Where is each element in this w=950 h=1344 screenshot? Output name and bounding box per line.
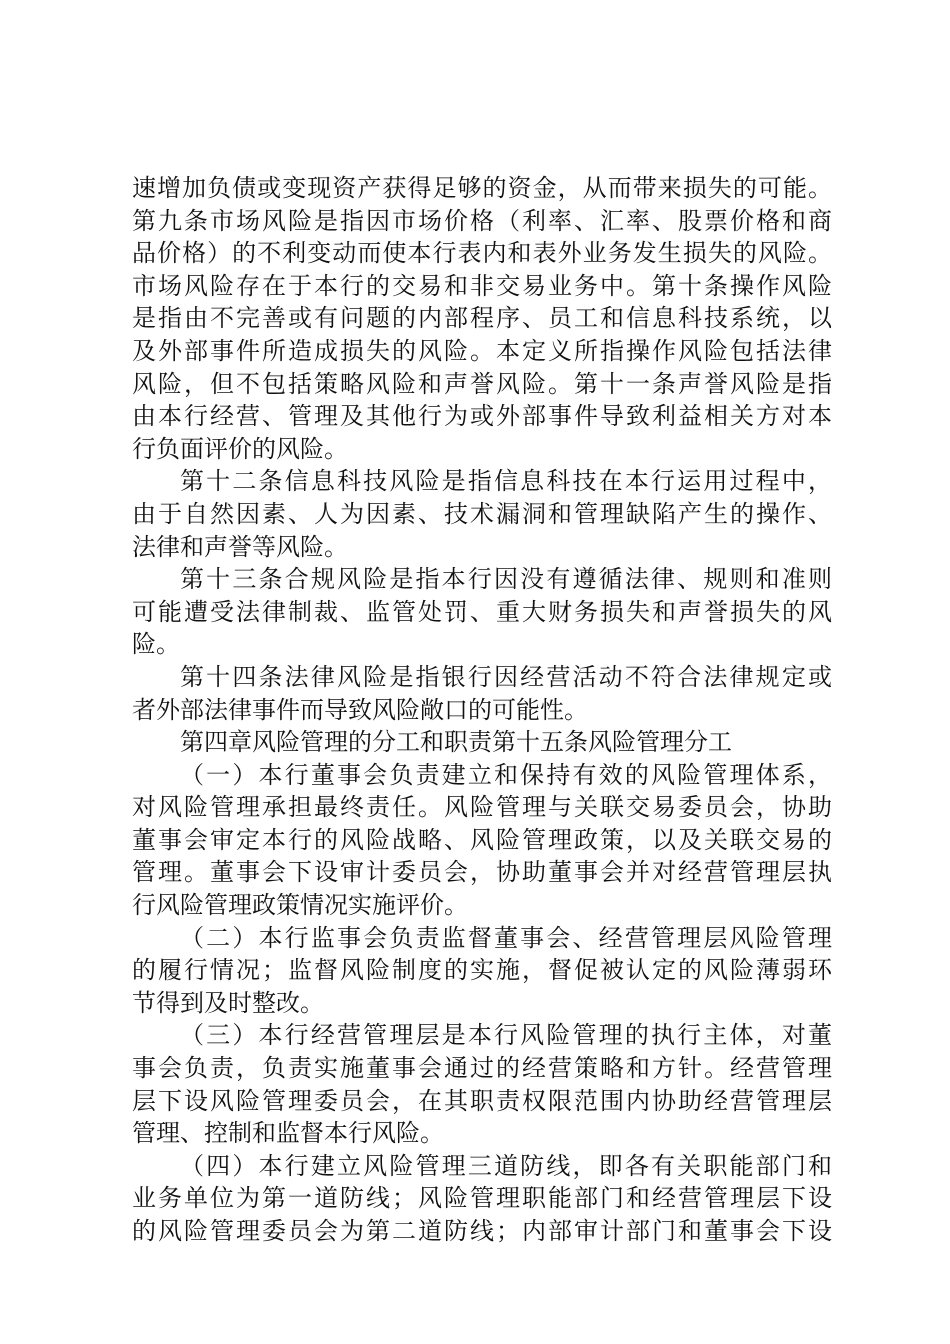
text-line: （四）本行建立风险管理三道防线，即各有关职能部门和	[180, 1151, 832, 1180]
text-line: 法律和声誉等风险。	[132, 532, 348, 561]
text-line: 品价格）的不利变动而使本行表内和表外业务发生损失的风险。	[132, 239, 832, 268]
text-line: 及外部事件所造成损失的风险。本定义所指操作风险包括法律	[132, 336, 832, 365]
text-line: 层下设风险管理委员会，在其职责权限范围内协助经营管理层	[132, 1086, 832, 1115]
text-line: 行风险管理政策情况实施评价。	[132, 891, 468, 920]
text-line: 节得到及时整改。	[132, 988, 324, 1017]
text-line: 管理。董事会下设审计委员会，协助董事会并对经营管理层执	[132, 858, 832, 887]
text-line: 风险，但不包括策略风险和声誉风险。第十一条声誉风险是指	[132, 369, 832, 398]
text-line: 市场风险存在于本行的交易和非交易业务中。第十条操作风险	[132, 271, 832, 300]
text-line: （三）本行经营管理层是本行风险管理的执行主体，对董	[180, 1021, 832, 1050]
text-line: 第四章风险管理的分工和职责第十五条风险管理分工	[180, 728, 732, 757]
text-line: 对风险管理承担最终责任。风险管理与关联交易委员会，协助	[132, 793, 832, 822]
text-line: 第九条市场风险是指因市场价格（利率、汇率、股票价格和商	[132, 206, 832, 235]
text-line: 第十四条法律风险是指银行因经营活动不符合法律规定或	[180, 662, 832, 691]
text-line: 第十三条合规风险是指本行因没有遵循法律、规则和准则	[180, 565, 832, 594]
text-line: （二）本行监事会负责监督董事会、经营管理层风险管理	[180, 923, 832, 952]
text-line: 管理、控制和监督本行风险。	[132, 1119, 444, 1148]
text-line: 董事会审定本行的风险战略、风险管理政策，以及关联交易的	[132, 825, 832, 854]
document-body-text	[132, 172, 832, 1248]
text-line: 的履行情况；监督风险制度的实施，督促被认定的风险薄弱环	[132, 956, 832, 985]
text-line: 业务单位为第一道防线；风险管理职能部门和经营管理层下设	[132, 1184, 832, 1213]
text-line: 是指由不完善或有问题的内部程序、员工和信息科技系统，以	[132, 304, 832, 333]
text-line: 事会负责，负责实施董事会通过的经营策略和方针。经营管理	[132, 1054, 832, 1083]
text-line: 由本行经营、管理及其他行为或外部事件导致利益相关方对本	[132, 402, 832, 431]
text-line: 险。	[132, 630, 180, 659]
text-line: 由于自然因素、人为因素、技术漏洞和管理缺陷产生的操作、	[132, 499, 832, 528]
text-line: 者外部法律事件而导致风险敞口的可能性。	[132, 695, 588, 724]
text-line: 速增加负债或变现资产获得足够的资金，从而带来损失的可能。	[132, 174, 832, 202]
text-line: 的风险管理委员会为第二道防线；内部审计部门和董事会下设	[132, 1217, 832, 1245]
text-line: 行负面评价的风险。	[132, 434, 348, 463]
text-line: 可能遭受法律制裁、监管处罚、重大财务损失和声誉损失的风	[132, 597, 832, 626]
text-line: 第十二条信息科技风险是指信息科技在本行运用过程中，	[180, 467, 832, 496]
text-line: （一）本行董事会负责建立和保持有效的风险管理体系，	[180, 760, 832, 789]
